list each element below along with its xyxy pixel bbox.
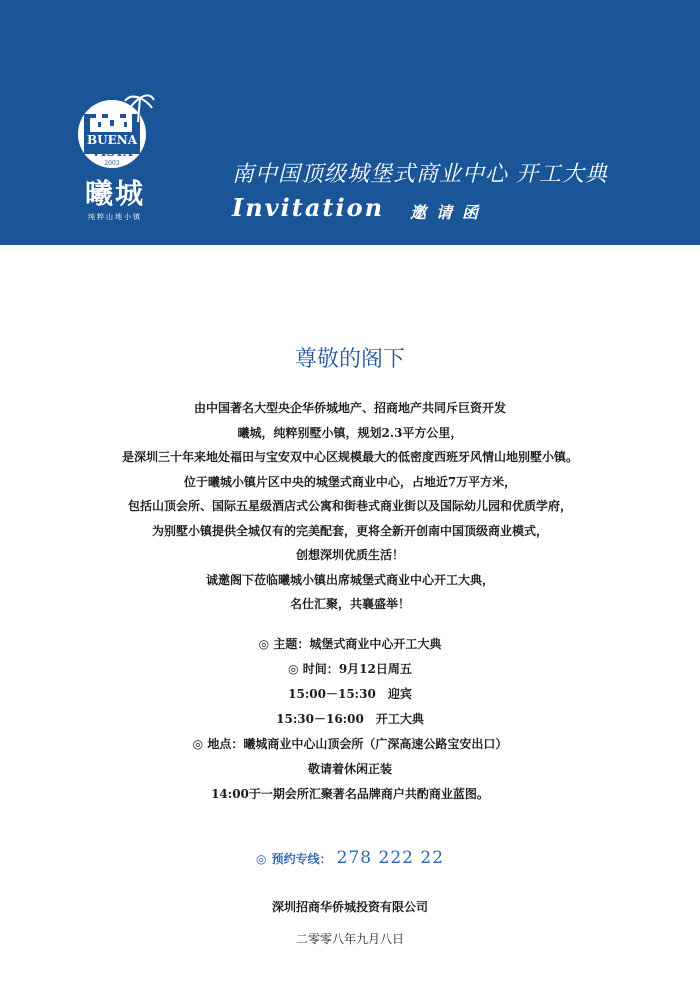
hotline-number: 278 222 22 [336, 848, 445, 868]
theme-value: 城堡式商业中心开工大典 [309, 637, 442, 651]
location-label: 地点： [207, 737, 244, 751]
body-line: 为别墅小镇提供全城仅有的完美配套，更将全新开创南中国顶级商业模式， [151, 523, 548, 538]
brand-logo [70, 92, 160, 232]
logo-name: 曦城 [84, 177, 145, 210]
invitation-body [0, 396, 700, 617]
event-title: 南中国顶级城堡式商业中心 开工大典 [232, 162, 608, 187]
body-line: 位于曦城小镇片区中央的城堡式商业中心，占地近7万平方米， [183, 474, 517, 489]
event-details [0, 632, 700, 807]
emblem-text-2: VISTA [91, 145, 133, 159]
body-line: 诚邀阁下莅临曦城小镇出席城堡式商业中心开工大典， [205, 572, 494, 587]
body-line: 是深圳三十年来地处福田与宝安双中心区规模最大的低密度西班牙风情山地别墅小镇。 [121, 450, 578, 464]
bullet-icon: ◎ [192, 737, 204, 751]
bullet-icon: ◎ [288, 662, 299, 676]
body-line: 由中国著名大型央企华侨城地产、招商地产共同斥巨资开发 [193, 401, 506, 415]
invitation-title-cn: 邀请函 [410, 203, 489, 222]
header-banner [0, 0, 700, 245]
reservation-hotline [0, 848, 700, 868]
bullet-icon: ◎ [258, 637, 270, 651]
company-name: 深圳招商华侨城投资有限公司 [271, 900, 428, 914]
invitation-title: Invitation [232, 193, 385, 222]
location-value: 曦城商业中心山顶会所（广深高速公路宝安出口） [243, 737, 508, 751]
location-row [0, 732, 700, 757]
emblem-text-1: BUENA [86, 133, 138, 147]
gathering-note: 14:00于一期会所汇聚著名品牌商户共酌商业蓝图。 [211, 787, 489, 801]
schedule-welcome: 15:00－15:30 迎宾 [288, 687, 412, 701]
body-line: 曦城，纯粹别墅小镇，规划2.3平方公里， [237, 425, 463, 440]
issue-date: 二零零八年九月八日 [295, 932, 404, 946]
logo-tagline: 纯粹山地小镇 [88, 213, 142, 221]
greeting: 尊敬的阁下 [294, 347, 405, 372]
emblem-icon [70, 92, 160, 172]
body-line: 创想深圳优质生活！ [295, 548, 404, 562]
dress-code: 敬请着休闲正装 [307, 762, 392, 776]
time-value: 9月12日周五 [338, 662, 412, 676]
schedule-ceremony: 15:30－16:00 开工大典 [276, 712, 424, 726]
theme-label: 主题： [273, 637, 310, 651]
body-line: 名仕汇聚，共襄盛举！ [289, 597, 410, 611]
hotline-bullet-icon: ◎ [255, 852, 267, 866]
time-label: 时间： [302, 662, 339, 676]
hotline-label: 预约专线： [271, 852, 332, 866]
time-row [0, 657, 700, 682]
emblem-year: 2003 [104, 160, 120, 167]
body-line: 包括山顶会所、国际五星级酒店式公寓和街巷式商业街以及国际幼儿园和优质学府， [127, 499, 572, 513]
theme-row [0, 632, 700, 657]
